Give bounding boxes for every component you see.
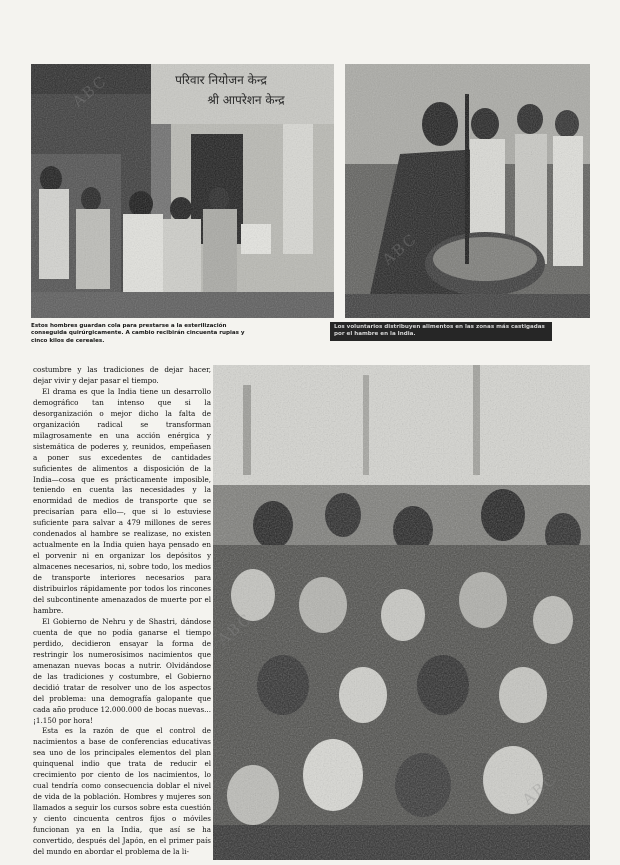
photo-cooking [345, 64, 590, 318]
photo-crowd [213, 365, 590, 860]
sign-line-1: परिवार नियोजन केन्द्र [175, 73, 267, 87]
watermark: ABC [518, 769, 561, 809]
photo-men-outside-office-icon [31, 64, 334, 318]
article-paragraph: El Gobierno de Nehru y de Shastri, dándose cuenta de que no podía ganarse el tiempo perdido, decidieron ensayar la forma de restringir los numerosísimos nacimientos que amenazan nuevas bocas a nutrir. Olvidándose de las tradiciones y costumbre, el Gobierno decidió tratar de resolver uno de los aspectos del problema: una demografía galopante que cada año produce 12.000.000 de bocas nuevas... ¡1.150 por hora! [33, 616, 211, 725]
caption-right: Los voluntarios distribuyen alimentos en las zonas más castigadas por el hambre en la India. [330, 322, 552, 341]
caption-left: Estos hombres guardan cola para prestarse a la esterilización conseguida quirúrgicamente. A cambio recibirán cincuenta rupias y cinco kilos de cereales. [31, 323, 245, 344]
article-paragraph: Esta es la razón de que el control de nacimientos a base de conferencias educativas sea uno de los principales elementos del plan quinquenal indio que trata de reducir el crecimiento por ciento de los nacimientos, lo cual tendría como consecuencia doblar el nivel de vida de la población. Hombres y mujeres son llamados a seguir los cursos sobre esta cuestión y ciento cincuenta centros fijos o móviles funcionan ya en la India, que así se ha convertido, después del Japón, en el primer país del mundo en abordar el problema de la li- [33, 726, 211, 856]
article-paragraph: costumbre y las tradiciones de dejar hacer, dejar vivir y dejar pasar el tiempo. [33, 365, 211, 385]
article-paragraph: El drama es que la India tiene un desarrollo demográfico tan intenso que si la desorganización o mejor dicho la falta de organización radical se transforman milagrosamente en una acción enérgica y sistemática de poderes y, reunidos, empeñasen a poner sus excedentes de cantidades suficientes de alimentos a disposición de la India—cosa que es prácticamente imposible, teniendo en cuenta las necesidades y la enormidad de medios de transporte que se precisarían para ello—, que si lo estuviese suficiente para salvar a 479 millones de seres condenados al hambre se realizase, no existen actualmente en la India quien haya pensado en el porvenir ni en organizar los depósitos y almacenes necesarios, ni, sobre todo, los medios de transporte interiores necesarios para distribuirlos rápidamente por todos los rincones del subcontinente amenazados de muerte por el hambre. [33, 386, 211, 615]
photo-men-cooking-pot-icon [345, 64, 590, 318]
watermark: ABC [213, 609, 256, 649]
photo-office [31, 64, 334, 318]
watermark: ABC [68, 71, 111, 111]
photo-crowd-men-icon [213, 365, 590, 860]
sign-line-2: श्री आपरेशन केन्द्र [207, 93, 285, 107]
article-body [33, 365, 211, 860]
watermark: ABC [378, 229, 421, 269]
